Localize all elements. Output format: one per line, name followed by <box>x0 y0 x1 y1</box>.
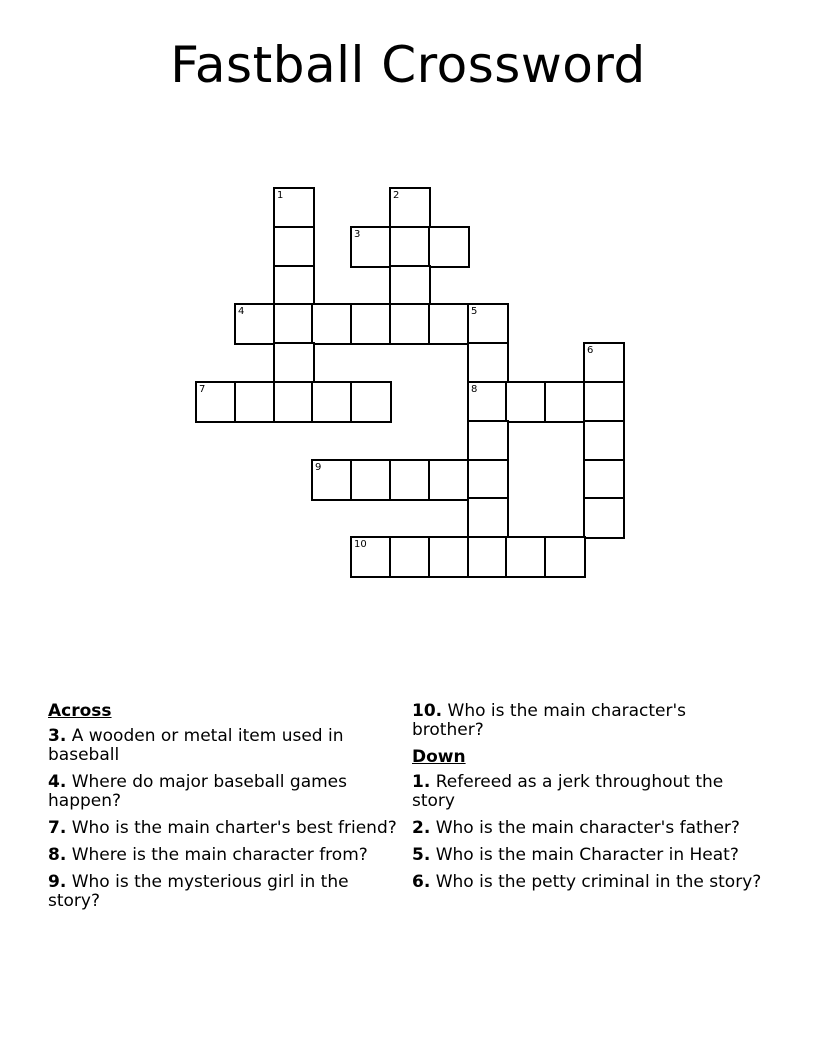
page-title: Fastball Crossword <box>170 36 646 94</box>
clue-number: 6. <box>412 872 431 892</box>
crossword-cell[interactable] <box>350 226 392 268</box>
crossword-cell[interactable] <box>311 459 353 501</box>
down-heading: Down <box>412 747 466 767</box>
cell-number: 2 <box>393 190 400 201</box>
crossword-cell[interactable] <box>350 381 392 423</box>
crossword-cell[interactable] <box>544 536 586 578</box>
crossword-cell[interactable] <box>428 459 470 501</box>
crossword-cell[interactable] <box>389 536 431 578</box>
crossword-cell[interactable] <box>467 536 509 578</box>
crossword-cell[interactable] <box>350 536 392 578</box>
crossword-cell[interactable] <box>583 497 625 539</box>
across-clue <box>48 873 398 911</box>
down-clue <box>412 873 762 892</box>
clue-number: 2. <box>412 818 431 838</box>
crossword-cell[interactable] <box>428 303 470 345</box>
crossword-cell[interactable] <box>428 536 470 578</box>
crossword-cell[interactable] <box>273 381 315 423</box>
crossword-cell[interactable] <box>505 536 547 578</box>
down-clue <box>412 819 762 838</box>
crossword-cell[interactable] <box>389 187 431 229</box>
clue-text: Who is the main charter's best friend? <box>71 818 397 838</box>
clues-left-column <box>48 702 398 919</box>
cell-number: 8 <box>471 384 478 395</box>
down-clue <box>412 846 762 865</box>
cell-number: 4 <box>238 306 245 317</box>
crossword-cell[interactable] <box>583 381 625 423</box>
cell-number: 1 <box>277 190 284 201</box>
crossword-cell[interactable] <box>389 265 431 307</box>
cell-number: 9 <box>315 462 322 473</box>
cell-number: 6 <box>587 345 594 356</box>
crossword-cell[interactable] <box>389 226 431 268</box>
clues-right-column <box>412 702 762 900</box>
cell-number: 7 <box>199 384 206 395</box>
cell-number: 10 <box>354 539 367 550</box>
clue-text: Refereed as a jerk throughout the story <box>412 772 724 811</box>
crossword-cell[interactable] <box>428 226 470 268</box>
clue-text: Who is the main Character in Heat? <box>435 845 739 865</box>
crossword-cell[interactable] <box>467 303 509 345</box>
crossword-cell[interactable] <box>273 342 315 384</box>
clue-text: Where is the main character from? <box>71 845 368 865</box>
clue-number: 5. <box>412 845 431 865</box>
crossword-cell[interactable] <box>583 342 625 384</box>
clue-number: 4. <box>48 772 67 792</box>
clue-number: 9. <box>48 872 67 892</box>
crossword-cell[interactable] <box>195 381 237 423</box>
clue-text: Who is the petty criminal in the story? <box>435 872 762 892</box>
crossword-cell[interactable] <box>234 303 276 345</box>
clue-text: Where do major baseball games happen? <box>48 772 347 811</box>
crossword-cell[interactable] <box>389 303 431 345</box>
crossword-cell[interactable] <box>311 303 353 345</box>
crossword-cell[interactable] <box>350 459 392 501</box>
clue-text: Who is the main character's brother? <box>412 701 687 740</box>
across-clue <box>48 819 398 838</box>
clue-text: A wooden or metal item used in baseball <box>48 726 344 765</box>
crossword-cell[interactable] <box>467 420 509 462</box>
clue-text: Who is the main character's father? <box>435 818 740 838</box>
crossword-cell[interactable] <box>467 459 509 501</box>
cell-number: 3 <box>354 229 361 240</box>
across-clue <box>48 846 398 865</box>
crossword-cell[interactable] <box>350 303 392 345</box>
crossword-cell[interactable] <box>583 420 625 462</box>
crossword-cell[interactable] <box>273 303 315 345</box>
crossword-cell[interactable] <box>505 381 547 423</box>
clue-text: Who is the mysterious girl in the story? <box>48 872 349 911</box>
clue-number: 7. <box>48 818 67 838</box>
clue-number: 8. <box>48 845 67 865</box>
crossword-cell[interactable] <box>234 381 276 423</box>
clue-number: 1. <box>412 772 431 792</box>
crossword-cell[interactable] <box>467 497 509 539</box>
crossword-cell[interactable] <box>273 187 315 229</box>
clue-number: 10. <box>412 701 443 721</box>
cell-number: 5 <box>471 306 478 317</box>
crossword-cell[interactable] <box>273 265 315 307</box>
across-heading: Across <box>48 701 112 721</box>
crossword-cell[interactable] <box>273 226 315 268</box>
crossword-cell[interactable] <box>311 381 353 423</box>
clue-number: 3. <box>48 726 67 746</box>
crossword-cell[interactable] <box>467 342 509 384</box>
crossword-cell[interactable] <box>544 381 586 423</box>
across-clue <box>48 727 398 765</box>
crossword-cell[interactable] <box>583 459 625 501</box>
down-clue <box>412 773 762 811</box>
crossword-cell[interactable] <box>389 459 431 501</box>
across-clue <box>48 773 398 811</box>
across-clue <box>412 702 762 740</box>
crossword-cell[interactable] <box>467 381 509 423</box>
